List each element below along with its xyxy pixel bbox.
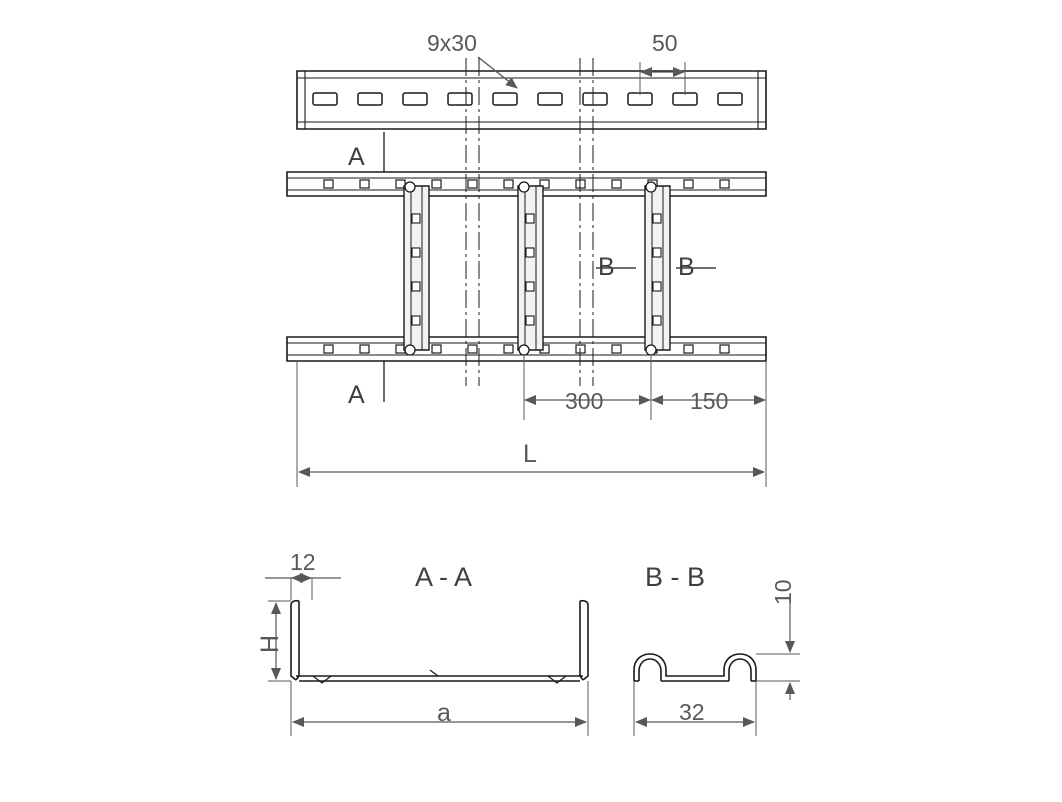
dimension-10: [756, 600, 800, 700]
label-view-aa: A - A: [415, 562, 473, 592]
label-pitch-50: 50: [652, 30, 678, 56]
label-total-length: L: [523, 440, 537, 468]
rung-group-3: [645, 182, 670, 355]
label-rung-width-32: 32: [679, 699, 705, 725]
label-flange-12: 12: [290, 549, 316, 575]
rung-group-2: [518, 182, 543, 355]
section-bb-profile: [634, 654, 756, 681]
label-section-a-top: A: [348, 143, 365, 171]
label-spacing-300: 300: [565, 388, 604, 414]
total-length-dimension: [297, 361, 766, 487]
dimension-12: [265, 578, 341, 600]
rung-group-1: [404, 182, 429, 355]
rung-spacing-dimension: [524, 355, 766, 420]
label-section-b-right: B: [678, 253, 695, 281]
label-width-a: a: [437, 699, 451, 727]
label-height-h: H: [256, 634, 284, 653]
label-rung-height-10: 10: [770, 579, 796, 605]
label-slot-size: 9x30: [427, 30, 477, 56]
label-section-b-left: B: [598, 253, 615, 281]
section-aa-profile: [291, 601, 588, 681]
label-view-bb: B - B: [645, 562, 706, 592]
label-section-a-bottom: A: [348, 381, 365, 409]
label-spacing-150: 150: [690, 388, 729, 414]
